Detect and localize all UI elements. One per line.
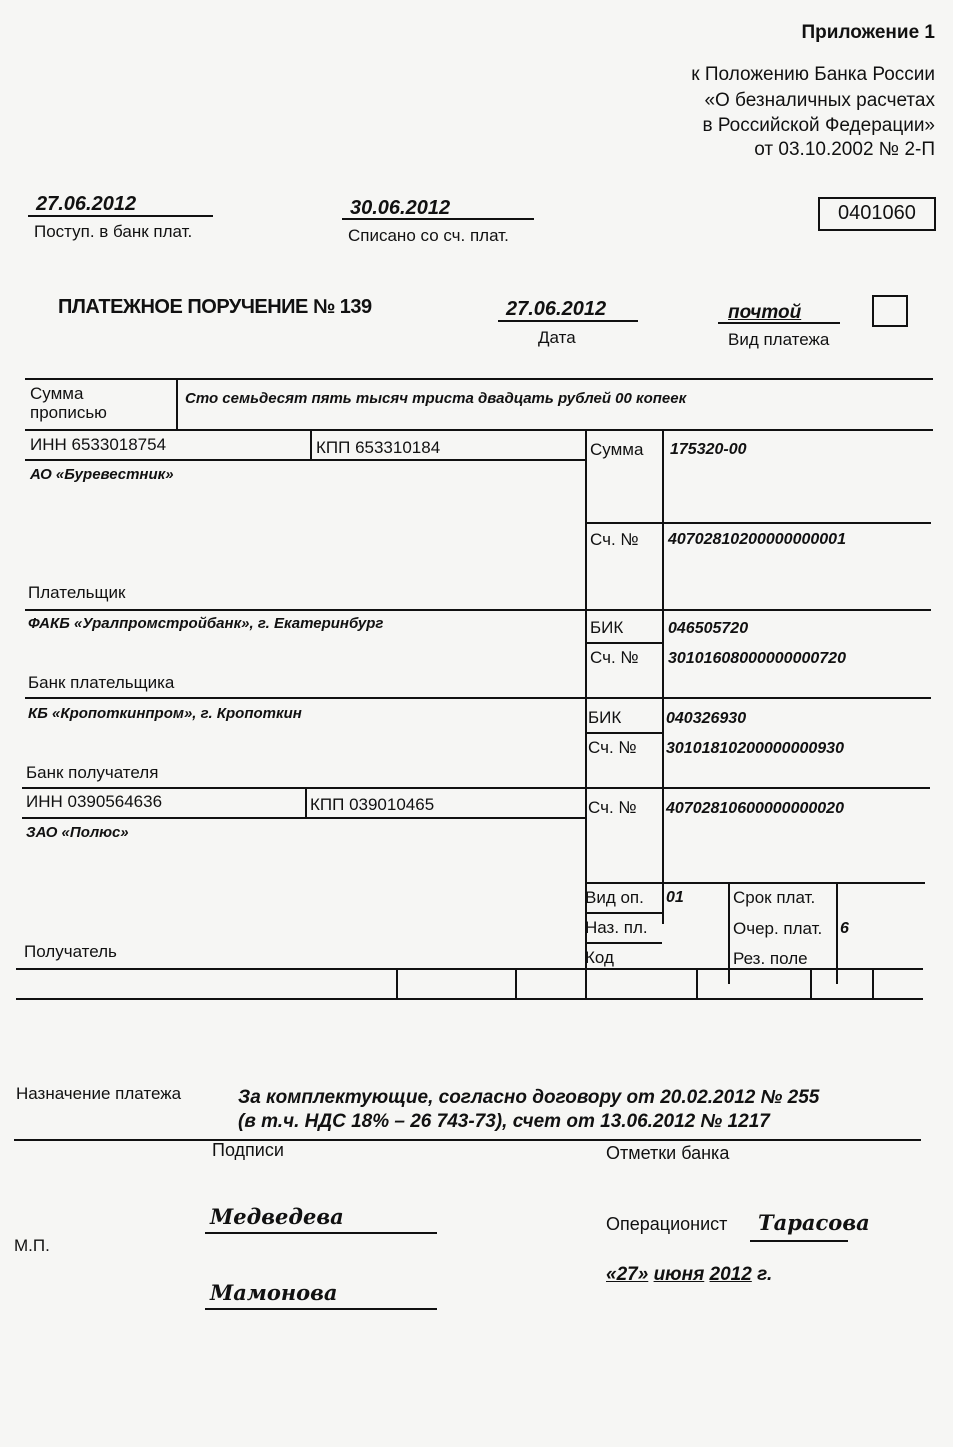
payer-bank-account: 30101608000000000720 [668, 650, 846, 667]
payer-bank-label: Банк плательщика [28, 673, 175, 692]
payer-inn: ИНН 6533018754 [30, 435, 167, 454]
divider [22, 787, 930, 789]
payer-bank-bik-label: БИК [590, 618, 624, 637]
divider [28, 215, 213, 217]
signature-line [205, 1308, 437, 1310]
payer-sum-label: Сумма [590, 440, 644, 459]
payee-kpp: КПП 039010465 [310, 795, 435, 814]
divider [662, 429, 664, 924]
payer-bank-name: ФАКБ «Уралпромстройбанк», г. Екатеринбург [28, 615, 384, 632]
divider [718, 322, 840, 324]
stamp-year-suffix: г. [757, 1264, 773, 1285]
divider [585, 522, 931, 524]
reserved-label: Рез. поле [733, 949, 808, 968]
operator-signature: Тарасова [758, 1210, 870, 1235]
regulation-line: «О безналичных расчетах [704, 90, 935, 111]
debited-date: 30.06.2012 [350, 197, 451, 219]
payee-bank-bik: 040326930 [666, 710, 747, 727]
payee-account-label: Сч. № [588, 798, 637, 817]
appendix-title: Приложение 1 [801, 22, 935, 43]
payer-kpp: КПП 653310184 [316, 438, 441, 457]
payee-name: ЗАО «Полюс» [26, 824, 129, 841]
signatures-label: Подписи [212, 1140, 284, 1160]
received-date: 27.06.2012 [36, 193, 137, 215]
divider [585, 912, 662, 914]
code-label: Код [585, 948, 614, 967]
payment-type-label: Вид платежа [728, 330, 830, 349]
divider [515, 968, 517, 998]
amount-words-label: Сумма [30, 384, 84, 403]
divider [585, 942, 662, 944]
divider [342, 218, 534, 220]
divider [310, 429, 312, 459]
divider [696, 968, 698, 998]
payee-bank-account-label: Сч. № [588, 738, 637, 757]
received-label: Поступ. в банк плат. [34, 222, 193, 241]
op-type-label: Вид оп. [585, 888, 644, 907]
payee-bank-bik-label: БИК [588, 708, 622, 727]
divider [25, 609, 931, 611]
priority-value: 6 [840, 920, 849, 937]
payee-bank-label: Банк получателя [26, 763, 159, 782]
regulation-line: в Российской Федерации» [702, 115, 935, 136]
divider [25, 697, 931, 699]
stamp-day: «27» [606, 1264, 649, 1285]
payer-name: АО «Буревестник» [30, 466, 174, 483]
debited-label: Списано со сч. плат. [348, 226, 509, 245]
divider [585, 882, 925, 884]
signature-line [205, 1232, 437, 1234]
payee-inn: ИНН 0390564636 [26, 792, 163, 811]
payee-inn-label [26, 792, 162, 812]
purpose-line: За комплектующие, согласно договору от 20.02.2012 № 255 [238, 1087, 820, 1108]
payee-bank-name: КБ «Кропоткинпром», г. Кропоткин [28, 705, 302, 722]
divider [872, 968, 874, 998]
payer-inn-label [30, 435, 166, 455]
signature-1: Медведева [210, 1204, 344, 1229]
document-title: ПЛАТЕЖНОЕ ПОРУЧЕНИЕ № 139 [58, 296, 372, 318]
payer-bank-account-label: Сч. № [590, 648, 639, 667]
payer-label: Плательщик [28, 583, 126, 602]
payer-bank-bik: 046505720 [668, 620, 749, 637]
payee-label: Получатель [24, 942, 117, 961]
payer-account-label: Сч. № [590, 530, 639, 549]
order-date: 27.06.2012 [506, 298, 607, 320]
regulation-line: к Положению Банка России [691, 64, 935, 85]
signature-line [750, 1240, 848, 1242]
divider [498, 320, 638, 322]
divider [585, 642, 662, 644]
deadline-label: Срок плат. [733, 888, 816, 907]
form-code: 0401060 [838, 202, 916, 224]
divider [305, 787, 307, 817]
purpose-label: Назначение платежа [16, 1084, 182, 1103]
stamp-label: М.П. [14, 1236, 50, 1255]
purpose-line: (в т.ч. НДС 18% – 26 743-73), счет от 13.06.2012 № 1217 [238, 1111, 770, 1132]
payer-account: 40702810200000000001 [668, 531, 846, 548]
checkbox-field [872, 295, 908, 327]
regulation-line: от 03.10.2002 № 2-П [754, 139, 935, 160]
divider [16, 998, 923, 1000]
op-type-value: 01 [666, 889, 684, 906]
divider [14, 1139, 921, 1141]
purpose-code-label: Наз. пл. [585, 918, 648, 937]
divider [585, 732, 662, 734]
divider [22, 817, 585, 819]
payer-kpp-label [316, 438, 440, 458]
stamp-month: июня [653, 1264, 705, 1285]
divider [25, 459, 585, 461]
payee-account: 40702810600000000020 [666, 800, 844, 817]
divider [176, 378, 178, 430]
payer-sum-value: 175320-00 [670, 441, 747, 458]
payee-kpp-label [310, 795, 434, 815]
payee-bank-account: 30101810200000000930 [666, 740, 844, 757]
divider [585, 968, 587, 998]
bank-stamp-date [606, 1264, 772, 1286]
signature-2: Мамонова [210, 1280, 338, 1305]
bank-marks-label: Отметки банка [606, 1143, 730, 1163]
payment-type: почтой [728, 302, 802, 323]
divider [810, 968, 812, 998]
divider [25, 378, 933, 380]
divider [396, 968, 398, 998]
stamp-year: 2012 [709, 1264, 752, 1285]
order-date-label: Дата [538, 328, 576, 347]
divider [25, 429, 933, 431]
divider [16, 968, 923, 970]
amount-words-value: Сто семьдесят пять тысяч триста двадцать рублей 00 копеек [185, 390, 687, 407]
amount-words-label: прописью [30, 403, 107, 422]
priority-label: Очер. плат. [733, 919, 823, 938]
operator-label: Операционист [606, 1214, 728, 1234]
